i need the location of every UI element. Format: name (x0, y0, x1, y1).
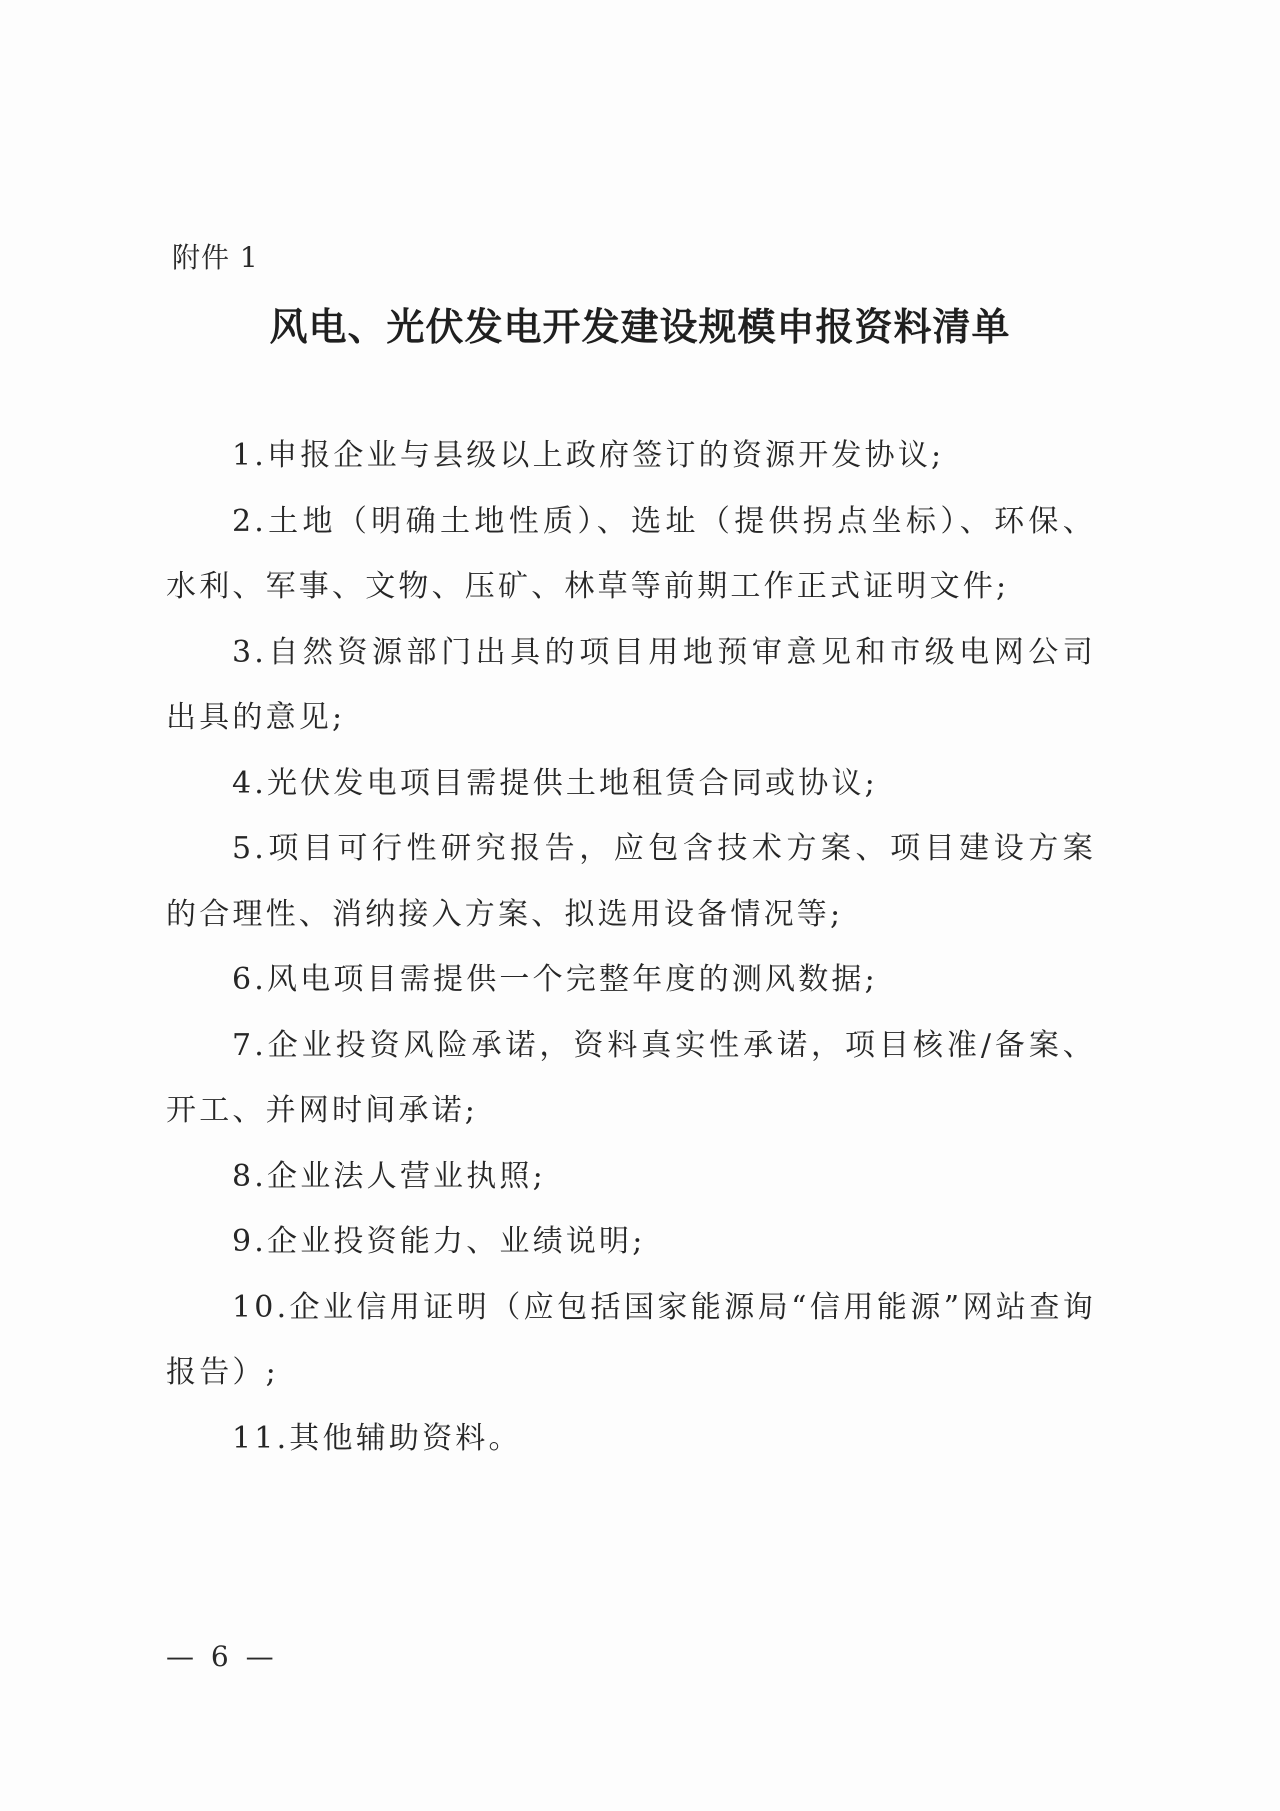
attachment-label: 附件 1 (172, 241, 259, 274)
list-item: 1.申报企业与县级以上政府签订的资源开发协议; (232, 438, 945, 473)
document-title: 风电、光伏发电开发建设规模申报资料清单 (269, 305, 1011, 349)
list-item: 11.其他辅助资料。 (232, 1420, 522, 1456)
list-item: 4.光伏发电项目需提供土地租赁合同或协议; (232, 765, 878, 801)
page-number: — 6 — (166, 1640, 278, 1673)
list-item: 9.企业投资能力、业绩说明; (232, 1224, 646, 1259)
list-item: 8.企业法人营业执照; (232, 1158, 546, 1194)
list-item: 10.企业信用证明（应包括国家能源局“信用能源”网站查询报告）; (166, 1289, 1096, 1390)
list-item: 7.企业投资风险承诺，资料真实性承诺，项目核准/备案、开工、并网时间承诺; (166, 1027, 1096, 1128)
list-item: 6.风电项目需提供一个完整年度的测风数据; (232, 962, 878, 997)
list-item: 2.土地（明确土地性质）、选址（提供拐点坐标）、环保、水利、军事、文物、压矿、林草等前期工作正式证明文件; (166, 503, 1096, 604)
list-item: 3.自然资源部门出具的项目用地预审意见和市级电网公司出具的意见; (166, 634, 1096, 735)
materials-list (166, 423, 1096, 1471)
list-item: 5.项目可行性研究报告，应包含技术方案、项目建设方案的合理性、消纳接入方案、拟选用设备情况等; (166, 831, 1096, 932)
